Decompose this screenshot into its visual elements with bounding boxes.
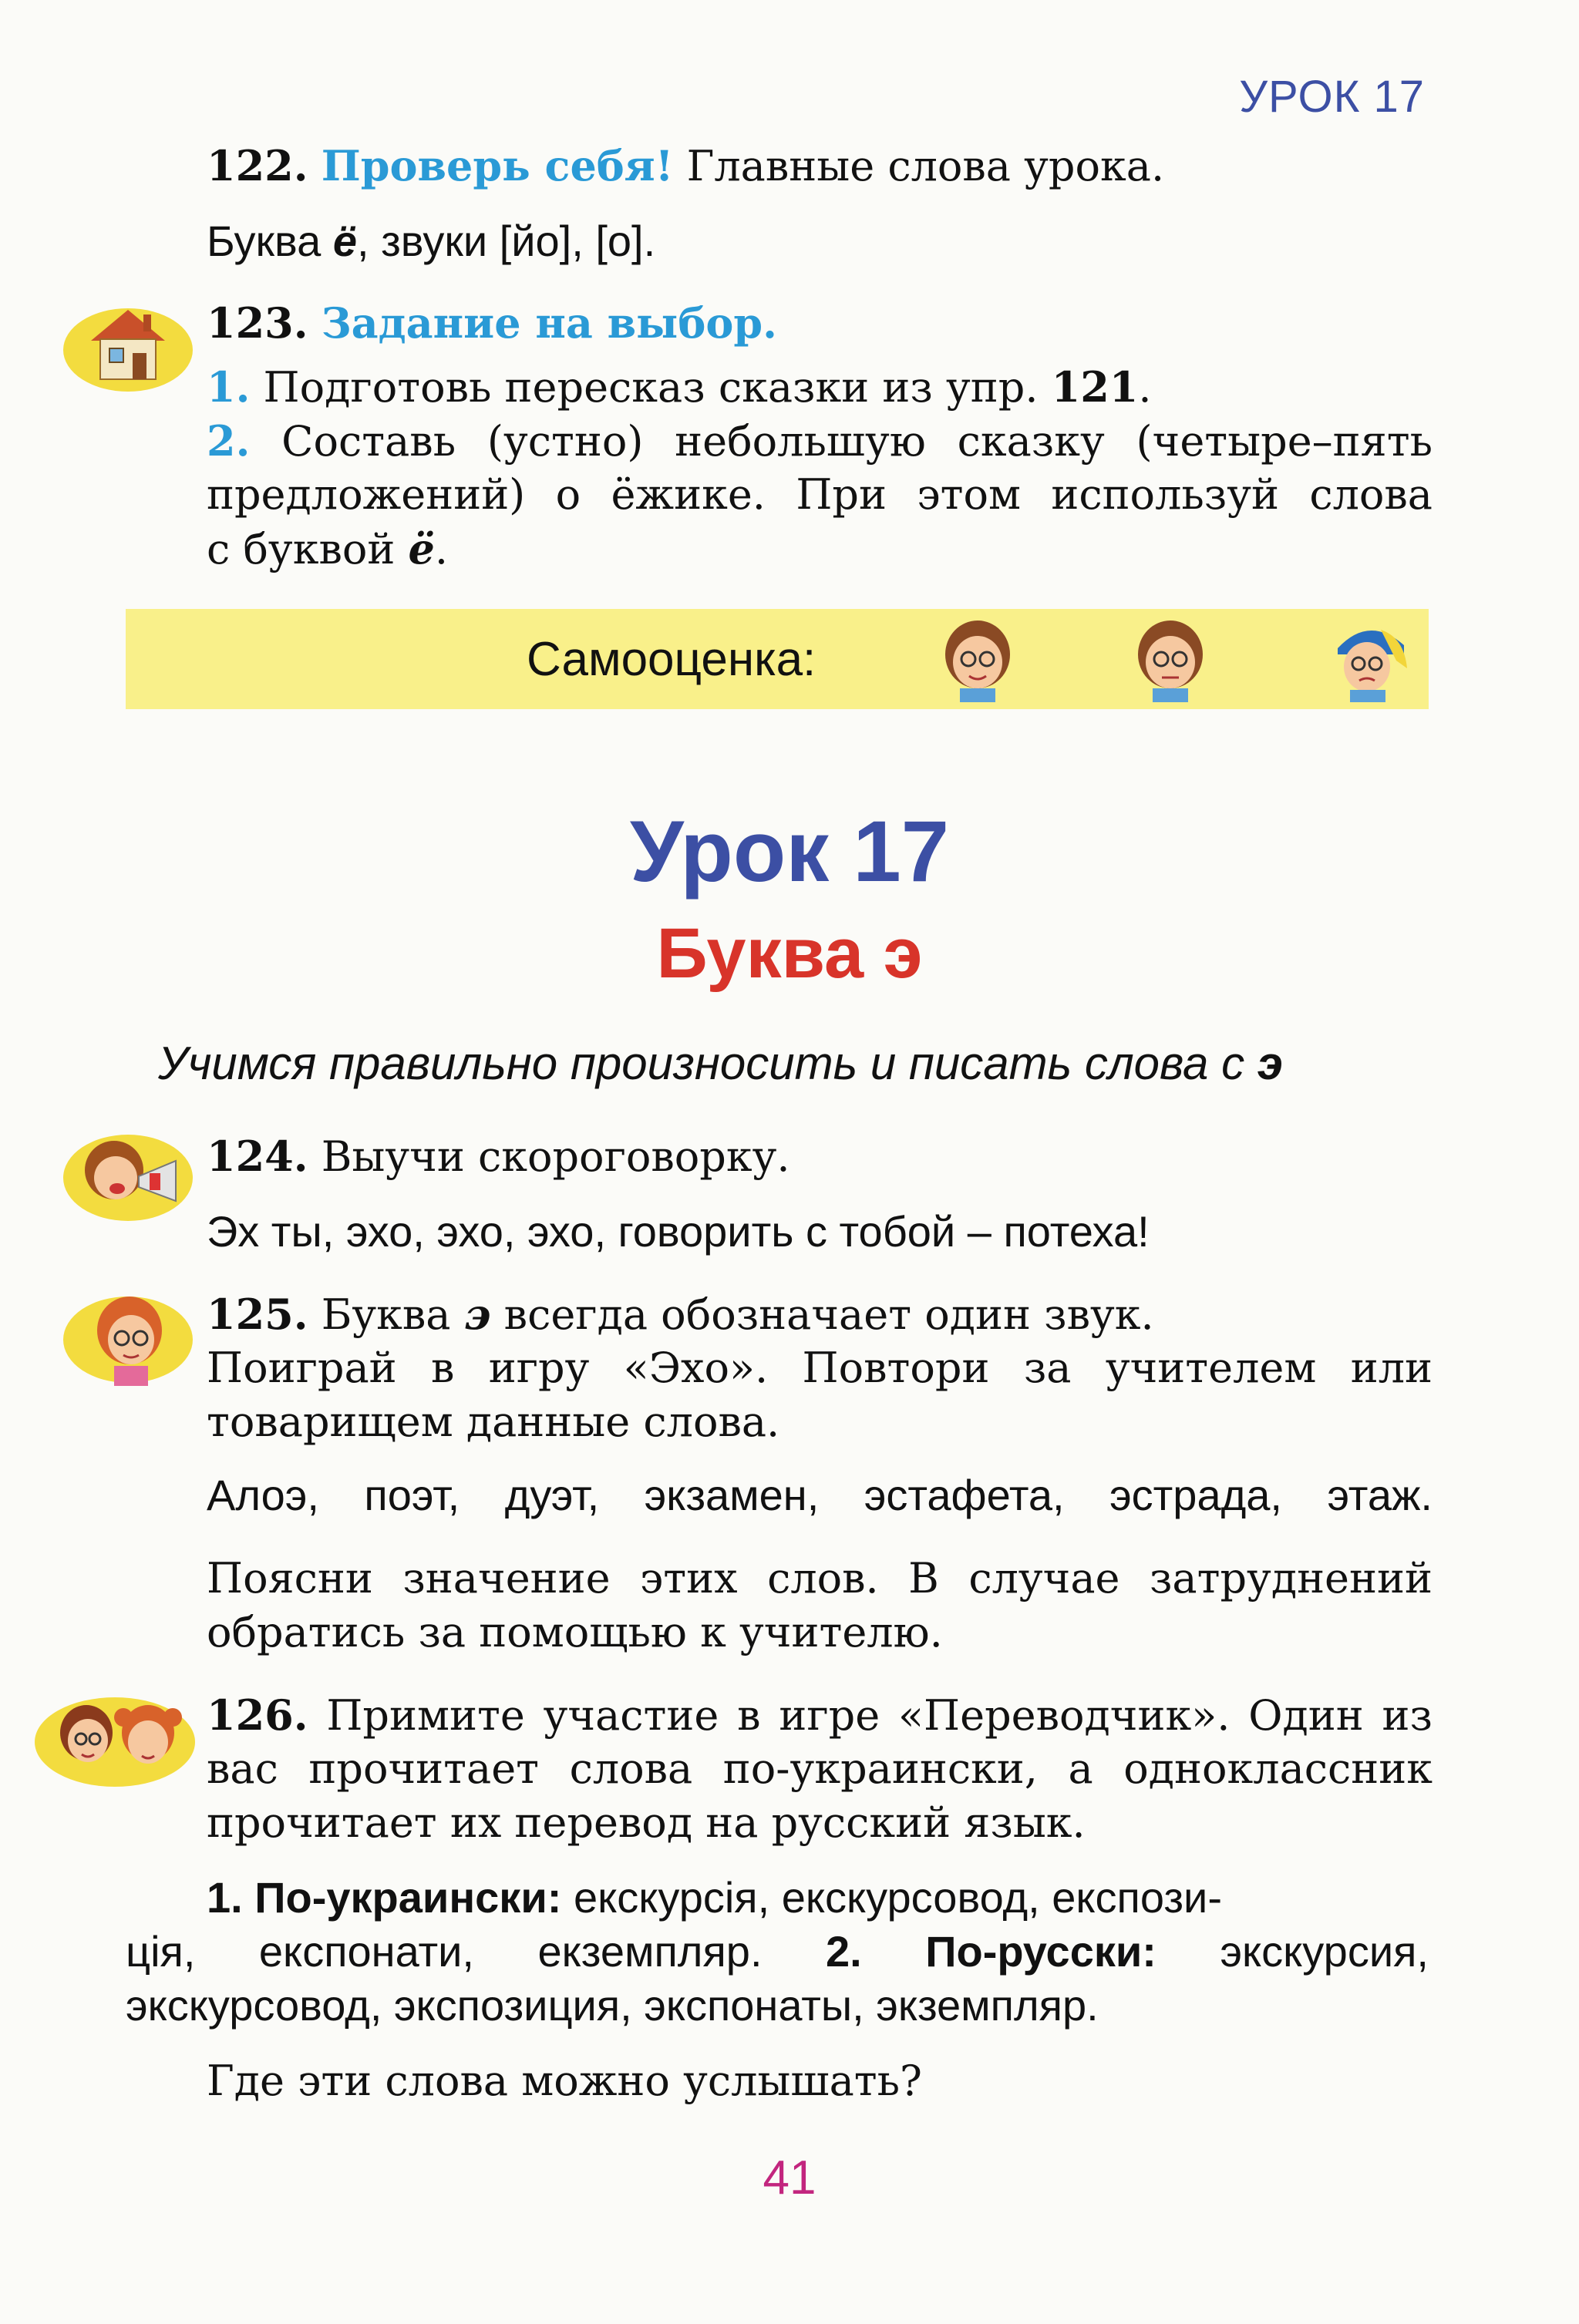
exercise-125-line3: товарищем данные слова. [207,1397,780,1446]
check-yourself-heading: Проверь себя! [321,141,674,190]
exercise-123-item1 [207,360,1440,415]
text-fragment: . [1138,363,1152,412]
exercise-125-line5: Поясни значение этих слов. В случае затруднений [207,1554,1433,1603]
goal-text: Учимся правильно произносить и писать слова с [158,1038,1257,1089]
text-fragment: всегда обозначает один звук. [490,1290,1154,1339]
exercise-number: 122. [207,141,308,190]
item-text: Составь (устно) небольшую сказку (четыре–пять [281,417,1433,466]
exercise-reference: 121 [1051,362,1139,412]
exercise-123-item2-line1 [207,414,1433,469]
text-fragment: Буква [308,1290,464,1339]
item-text: Подготовь пересказ сказки из упр. [263,363,1052,412]
exercise-125-line6: обратись за помощью к учителю. [207,1608,943,1656]
lesson-subtitle: Буква э [656,914,923,993]
house-icon [60,294,196,395]
ukrainian-words-line1 [207,1871,1440,1925]
exercise-number: 124. [207,1132,308,1181]
russian-words-line3: экскурсовод, экспозиция, экспонаты, экземпляр. [126,1981,1099,2030]
boy-face-icon [935,614,1020,704]
boy-face-icon [1128,614,1213,704]
exercise-123-item2-line3 [207,522,1440,577]
exercise-number: 123. [207,298,308,348]
girl-with-glasses-icon [60,1286,196,1391]
russian-words: экскурсия, [1156,1927,1429,1976]
text-fragment: , звуки [йо], [о]. [357,217,656,265]
letter-yo: ё [332,217,357,265]
exercise-124-line1 [207,1129,1440,1184]
exercise-text: Выучи скороговорку. [308,1132,790,1181]
exercise-number: 125. [207,1290,308,1339]
exercise-text: Главные слова урока. [673,142,1165,190]
boy-megaphone-icon [60,1127,196,1227]
exercise-text: Примите участие в игре «Переводчик». Один из [308,1691,1433,1740]
ukrainian-words: ція, експонати, екземпляр. [126,1927,827,1976]
exercise-126-line1 [207,1688,1433,1743]
exercise-125-line1 [207,1287,1440,1342]
exercise-126-line2: вас прочитает слова по-украински, а одноклассник [207,1744,1433,1793]
item-number: 1. [207,362,251,412]
item-number: 2. [207,416,251,466]
text-fragment: Буква [207,217,333,265]
choice-task-heading: Задание на выбор. [321,298,777,348]
exercise-122-line1 [207,139,1440,193]
exercise-126-question: Где эти слова можно услышать? [207,2057,922,2105]
exercise-123-item2-line2: предложений) о ёжике. При этом используй слова [207,470,1433,519]
self-assessment-band [126,609,1429,709]
letter-e: э [463,1290,491,1339]
exercise-126-line3: прочитает их перевод на русский язык. [207,1798,1086,1847]
exercise-123-title [207,296,1440,351]
exercise-125-line2: Поиграй в игру «Эхо». Повтори за учителем или [207,1344,1433,1392]
self-assessment-label: Самооценка: [527,633,816,686]
tongue-twister: Эх ты, эхо, эхо, эхо, говорить с тобой – потеха! [207,1207,1150,1256]
ukrainian-words: екскурсія, екскурсовод, експози- [561,1873,1222,1922]
page-number: 41 [763,2151,816,2205]
exercise-122-line2 [207,214,1440,268]
ukrainian-label: 1. По-украински: [207,1873,562,1922]
letter-yo: ё [408,524,435,573]
lesson-goal [158,1037,1283,1090]
text-fragment: с буквой [207,525,409,573]
goal-letter: э [1257,1038,1283,1089]
boy-with-cap-icon [1327,614,1412,704]
words-line2 [126,1925,1429,1979]
two-children-icon [32,1687,197,1791]
exercise-125-words: Алоэ, поэт, дуэт, экзамен, эстафета, эстрада, этаж. [207,1471,1433,1519]
exercise-number: 126. [207,1690,308,1740]
russian-label: 2. По-русски: [826,1927,1156,1976]
text-fragment: . [434,525,449,573]
page-header: УРОК 17 [1239,72,1425,122]
lesson-title: Урок 17 [630,803,949,900]
